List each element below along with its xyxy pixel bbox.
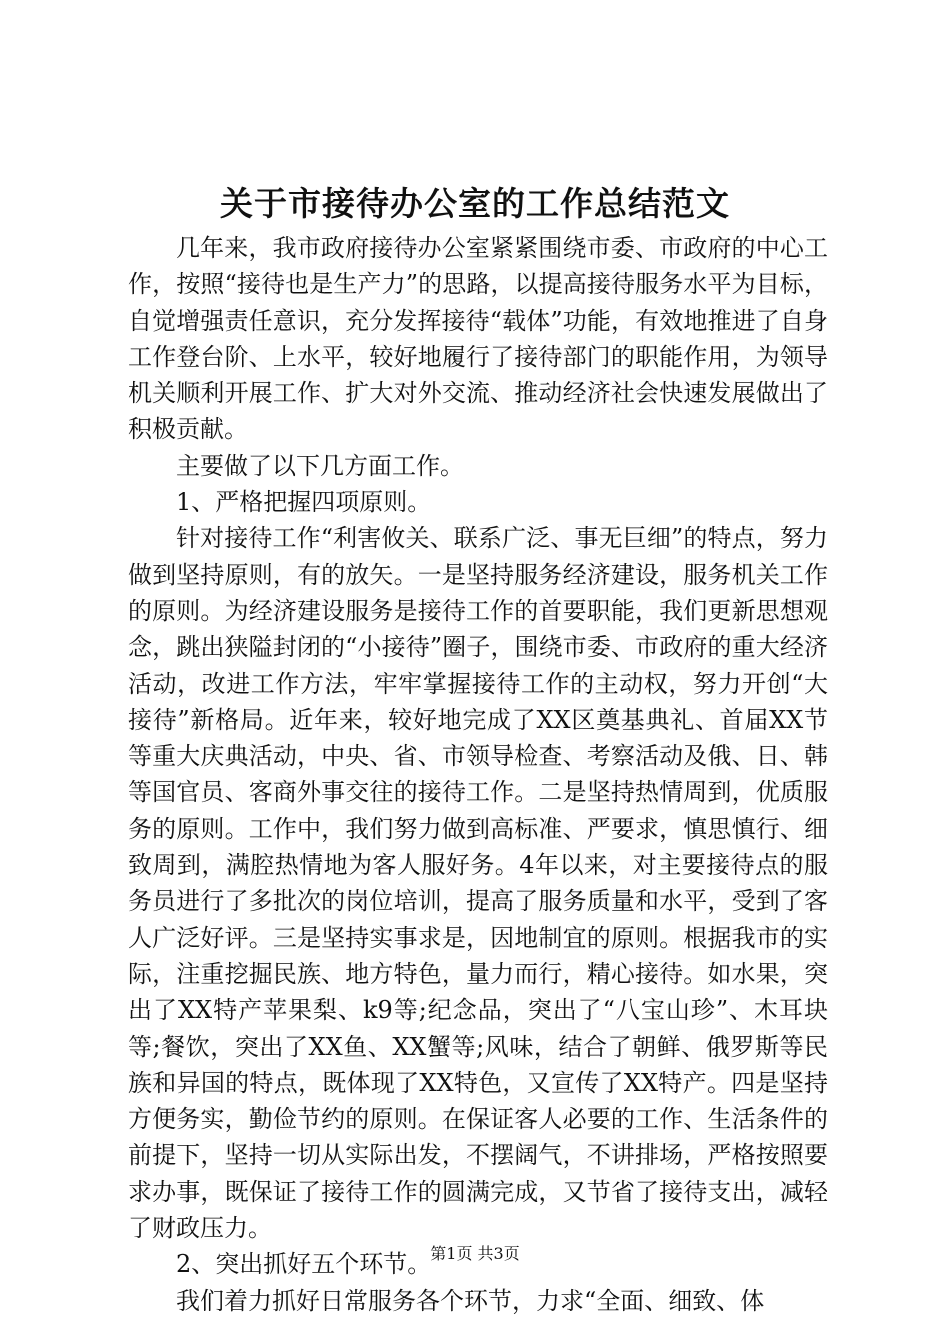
paragraph-heading: 2、突出抓好五个环节。: [176, 1250, 432, 1279]
document-title: 关于市接待办公室的工作总结范文: [220, 184, 730, 223]
paragraph: 我们着力抓好日常服务各个环节，力求“全面、细致、体: [176, 1286, 765, 1315]
paragraph-heading: 1、严格把握四项原则。: [176, 488, 432, 517]
page-number-footer: 第1页 共3页: [430, 1244, 520, 1263]
paragraph: 针对接待工作“利害攸关、联系广泛、事无巨细”的特点，努力做到坚持原则，有的放矢。一是坚持服务经济建设，服务机关工作的原则。为经济建设服务是接待工作的首要职能，我们更新思想观念，跳出狭隘封闭的“小接待”圈子，围绕市委、市政府的重大经济活动，改进工作方法，牢牢掌握接待工作的主动权，努力开创“大接待”新格局。近年来，较好地完成了XX区奠基典礼、首届XX节等重大庆典活动，中央、省、市领导检查、考察活动及俄、日、韩等国官员、客商外事交往的接待工作。二是坚持热情周到，优质服务的原则。工作中，我们努力做到高标准、严要求，慎思慎行、细致周到，满腔热情地为客人服好务。4年以来，对主要接待点的服务员进行了多批次的岗位培训，提高了服务质量和水平，受到了客人广泛好评。三是坚持实事求是，因地制宜的原则。根据我市的实际，注重挖掘民族、地方特色，量力而行，精心接待。如水果，突出了XX特产苹果梨、k9等;纪念品，突出了“八宝山珍”、木耳块等;餐饮，突出了XX鱼、XX蟹等;风味，结合了朝鲜、俄罗斯等民族和异国的特点，既体现了XX特色，又宣传了XX特产。四是坚持方便务实，勤俭节约的原则。在保证客人必要的工作、生活条件的前提下，坚持一切从实际出发，不摆阔气，不讲排场，严格按照要求办事，既保证了接待工作的圆满完成，又节省了接待支出，减轻了财政压力。: [128, 524, 828, 1243]
document-body: [128, 230, 828, 1319]
paragraph: 几年来，我市政府接待办公室紧紧围绕市委、市政府的中心工作，按照“接待也是生产力”的思路，以提高接待服务水平为目标，自觉增强责任意识，充分发挥接待“载体”功能，有效地推进了自身工作登台阶、上水平，较好地履行了接待部门的职能作用，为领导机关顺利开展工作、扩大对外交流、推动经济社会快速发展做出了积极贡献。: [128, 234, 828, 444]
paragraph: 主要做了以下几方面工作。: [176, 451, 464, 480]
